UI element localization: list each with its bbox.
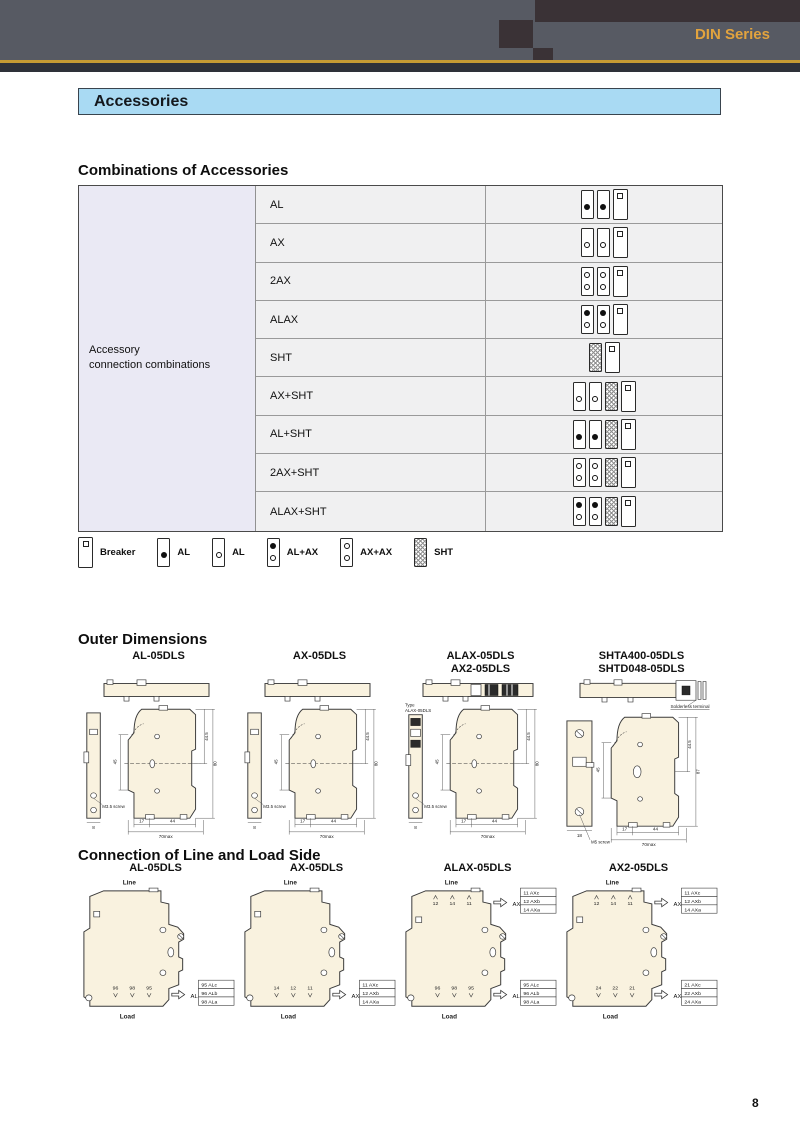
module-breaker-icon [78, 537, 93, 568]
type-note [404, 703, 430, 713]
connection-alax-05dls [397, 862, 558, 1036]
terminal-row: 12 AXb [361, 991, 379, 998]
combo-row-header-line2: connection combinations [89, 359, 211, 372]
connection-title: AL-05DLS [129, 862, 182, 874]
module-breaker-icon [621, 496, 636, 527]
product-title [447, 650, 515, 678]
legend-label: SHT [434, 547, 454, 558]
arrow-icon [171, 990, 184, 998]
combo-row-diagram [485, 454, 722, 492]
page-title-text: Accessories [94, 92, 189, 110]
terminal-number: 95 [467, 985, 474, 992]
bottom-total-dim: 70max [480, 834, 495, 840]
screw-label: M3.5 screw [262, 804, 286, 810]
bottom-dim-2: 44 [169, 818, 175, 824]
legend-label: AL [177, 547, 191, 558]
top-view-drawing [562, 678, 722, 710]
terminal-number: 14 [609, 900, 616, 907]
product-title-line2: SHTD048-05DLS [598, 663, 685, 675]
side-view [611, 714, 678, 827]
ax-contact-circle [600, 322, 606, 328]
header-accent-small [533, 48, 553, 60]
bottom-dim-1: 17 [138, 818, 144, 824]
terminal-number: 98 [450, 985, 457, 992]
ax-contact-circle [600, 284, 606, 290]
legend-item [157, 538, 190, 567]
al-contact-dot [576, 502, 582, 508]
module-al-icon [157, 538, 170, 567]
product-title-line1: AX-05DLS [292, 650, 347, 662]
module-sht-icon [589, 343, 602, 372]
legend-item [78, 537, 135, 568]
height-upper-dim: 44.5 [525, 732, 531, 741]
front-width-dim: 8 [413, 825, 417, 831]
height-left-dim: 45 [112, 759, 118, 765]
top-view-drawing [240, 678, 400, 702]
bottom-dim-1: 17 [621, 826, 627, 832]
dimension-drawing [243, 702, 397, 840]
height-upper-dim: 44.5 [364, 732, 370, 741]
outer-dim-ax-05dls [239, 650, 400, 848]
module-al-icon [589, 420, 602, 449]
header-accent-square [499, 20, 533, 48]
arrow-label: AX [351, 993, 359, 1000]
top-view-drawing [79, 678, 239, 702]
terminal-row: 98 ALa [522, 999, 539, 1006]
module-breaker-icon [613, 227, 628, 258]
height-total-dim: 80 [212, 761, 218, 767]
line-label: Line [283, 879, 297, 887]
dimension-drawing [565, 710, 719, 848]
breaker-window [625, 461, 631, 467]
connection-row [75, 862, 719, 1036]
al-contact-dot [161, 552, 167, 558]
combo-row-label: ALAX+SHT [256, 492, 485, 530]
terminal-row: 11 AXc [522, 890, 539, 897]
combo-row-diagram [485, 377, 722, 415]
ax-contact-circle [344, 555, 350, 561]
breaker-window [617, 308, 623, 314]
legend-label: Breaker [100, 547, 136, 558]
arrow-label: AL [190, 993, 198, 1000]
top-view [265, 680, 370, 701]
terminal-row: 24 AXa [683, 999, 701, 1006]
combo-row-diagram [485, 301, 722, 339]
connection-drawing [76, 876, 236, 1036]
connection-title: AX-05DLS [289, 862, 344, 874]
ax-contact-circle [576, 396, 582, 402]
terminal-number: 24 [595, 985, 601, 992]
terminal-row: 96 ALb [522, 991, 539, 998]
series-label: DIN Series [694, 26, 770, 43]
arrow-icon [654, 898, 667, 906]
combo-row-label: 2AX [256, 263, 485, 301]
ax-contact-circle [592, 463, 598, 469]
combo-row-label: ALAX [256, 301, 485, 339]
arrow-label: AX [673, 993, 681, 1000]
product-title-line1: ALAX-05DLS [446, 650, 515, 662]
arrow-icon [493, 990, 506, 998]
side-view [285, 706, 362, 819]
bottom-total-dim: 70max [641, 842, 656, 848]
module-axax-icon [597, 267, 610, 296]
combinations-table [78, 185, 723, 532]
combinations-heading: Combinations of Accessories [78, 162, 289, 179]
breaker-window [625, 385, 631, 391]
module-breaker-icon [613, 304, 628, 335]
load-label: Load [602, 1013, 618, 1021]
ax-contact-circle [216, 552, 222, 558]
front-view [83, 713, 125, 830]
al-contact-dot [592, 434, 598, 440]
connection-al-05dls [75, 862, 236, 1036]
product-title [293, 650, 346, 678]
arrow-icon [493, 898, 506, 906]
module-alax-icon [597, 305, 610, 334]
load-label: Load [119, 1013, 135, 1021]
connection-ax-05dls [236, 862, 397, 1036]
al-contact-dot [592, 502, 598, 508]
terminal-row: 14 AXa [522, 907, 540, 914]
al-contact-dot [600, 204, 606, 210]
terminal-number: 12 [432, 900, 438, 907]
terminal-number: 21 [628, 985, 635, 992]
al-contact-dot [270, 543, 276, 549]
terminal-number: 12 [593, 900, 599, 907]
line-terminal-annotation [654, 888, 716, 913]
screw-label: M3.5 screw [101, 804, 125, 810]
combo-row-diagram [485, 263, 722, 301]
module-breaker-icon [621, 419, 636, 450]
height-left-dim: 45 [273, 759, 279, 765]
ax-contact-circle [344, 543, 350, 549]
page-title [78, 88, 721, 115]
solderless-terminal-note: Solderless terminal [669, 704, 710, 710]
arrow-label: AX [512, 901, 520, 908]
combo-row-label: AX+SHT [256, 377, 485, 415]
bottom-dim-2: 44 [491, 818, 497, 824]
terminal-number: 96 [434, 985, 440, 992]
legend-item [212, 538, 245, 567]
legend [78, 537, 453, 568]
dimension-drawing [82, 702, 236, 840]
combo-row-label: AL [256, 186, 485, 224]
terminal-row: 98 ALa [200, 999, 217, 1006]
module-breaker-icon [605, 342, 620, 373]
terminal-row: 11 AXc [683, 890, 700, 897]
ax-contact-circle [576, 463, 582, 469]
outer-dimensions-row [78, 650, 722, 848]
al-contact-dot [584, 204, 590, 210]
module-axax-icon [589, 458, 602, 487]
arrow-icon [654, 990, 667, 998]
breaker-window [617, 193, 623, 199]
combo-row-label: AX [256, 224, 485, 262]
module-al-icon [597, 190, 610, 219]
connection-title: AX2-05DLS [608, 862, 669, 874]
connection-heading: Connection of Line and Load Side [78, 847, 321, 864]
terminal-row: 21 AXc [683, 982, 701, 989]
terminal-row: 14 AXa [361, 999, 379, 1006]
connection-title: ALAX-05DLS [443, 862, 512, 874]
load-label: Load [280, 1013, 296, 1021]
terminal-number: 95 [145, 985, 152, 992]
combo-row-label: AL+SHT [256, 416, 485, 454]
module-breaker-icon [621, 381, 636, 412]
height-left-dim: 45 [595, 767, 601, 773]
ax-contact-circle [270, 555, 276, 561]
combo-row-label: SHT [256, 339, 485, 377]
terminal-row: 95 ALc [200, 982, 217, 989]
connection-drawing [559, 876, 719, 1036]
al-contact-dot [584, 310, 590, 316]
product-title-line1: AL-05DLS [132, 650, 185, 662]
legend-label: AX+AX [360, 547, 393, 558]
terminal-row: 22 AXb [683, 991, 701, 998]
module-ax-icon [573, 382, 586, 411]
terminal-number: 12 [289, 985, 296, 992]
module-axax-icon [581, 267, 594, 296]
terminal-number: 14 [448, 900, 455, 907]
front-width-dim: 8 [91, 825, 95, 831]
bottom-dim-2: 44 [330, 818, 336, 824]
legend-label: AL [232, 547, 245, 558]
height-total-dim: 80 [373, 761, 379, 767]
module-sht-icon [605, 497, 618, 526]
bottom-dim-2: 44 [652, 826, 658, 832]
top-view [104, 680, 209, 701]
breaker-window [83, 541, 89, 547]
al-contact-dot [600, 310, 606, 316]
bottom-dim-1: 17 [460, 818, 466, 824]
ax-contact-circle [584, 322, 590, 328]
combo-row-diagram [485, 186, 722, 224]
module-ax-icon [212, 538, 225, 567]
height-total-dim: 80 [534, 761, 540, 767]
front-view [405, 715, 447, 830]
terminal-annotation [332, 980, 394, 1005]
terminal-number: 14 [273, 985, 279, 992]
arrow-label: AL [512, 993, 520, 1000]
breaker-window [625, 500, 631, 506]
module-breaker-icon [613, 189, 628, 220]
module-alax-icon [267, 538, 280, 567]
ax-contact-circle [584, 284, 590, 290]
line-terminal-annotation [493, 888, 555, 913]
breaker-window [625, 423, 631, 429]
type-note-line1: Type [404, 702, 415, 708]
terminal-number: 96 [112, 985, 118, 992]
module-al-icon [573, 420, 586, 449]
header-accent-block [535, 0, 800, 22]
terminal-number: 98 [128, 985, 135, 992]
module-sht-icon [605, 458, 618, 487]
top-view-drawing [401, 678, 561, 702]
terminal-number: 22 [611, 985, 618, 992]
module-al-icon [581, 190, 594, 219]
line-label: Line [605, 879, 619, 887]
combo-row-diagram [485, 416, 722, 454]
ax-contact-circle [584, 242, 590, 248]
arrow-icon [332, 990, 345, 998]
ax-contact-circle [584, 272, 590, 278]
ax-contact-circle [600, 242, 606, 248]
module-sht-icon [414, 538, 427, 567]
page-number: 8 [752, 1096, 759, 1110]
terminal-row: 95 ALc [522, 982, 539, 989]
product-title [132, 650, 185, 678]
product-title-line1: SHTA400-05DLS [598, 650, 685, 662]
legend-label: AL+AX [286, 547, 319, 558]
module-axax-icon [340, 538, 353, 567]
terminal-number: 11 [306, 985, 313, 992]
screw-label: M5 screw [590, 839, 610, 845]
combo-row-header-line1: Accessory [89, 344, 140, 357]
outer-dim-alax-ax2 [400, 650, 561, 848]
outer-dim-sht [561, 650, 722, 848]
terminal-row: 96 ALb [200, 991, 217, 998]
product-title-line2: AX2-05DLS [450, 663, 511, 675]
breaker-window [617, 231, 623, 237]
height-left-dim: 45 [434, 759, 440, 765]
module-alax-icon [573, 497, 586, 526]
outer-dim-al-05dls [78, 650, 239, 848]
ax-contact-circle [576, 475, 582, 481]
terminal-row: 12 AXb [683, 899, 701, 905]
bottom-dim-1: 17 [299, 818, 305, 824]
terminal-number: 11 [465, 900, 472, 907]
ax-contact-circle [592, 475, 598, 481]
legend-item [414, 538, 453, 567]
product-title [598, 650, 684, 678]
terminal-row: 11 AXc [361, 982, 378, 989]
height-upper-dim: 44.5 [203, 732, 209, 741]
screw-label: M3.5 screw [423, 804, 447, 810]
height-upper-dim: 44.5 [686, 740, 692, 749]
legend-item [340, 538, 392, 567]
module-axax-icon [573, 458, 586, 487]
front-width-dim: 8 [252, 825, 256, 831]
line-label: Line [122, 879, 136, 887]
terminal-row: 12 AXb [522, 899, 540, 905]
connection-ax2-05dls [558, 862, 719, 1036]
top-view [423, 680, 533, 701]
load-label: Load [441, 1013, 457, 1021]
terminal-annotation [493, 980, 555, 1005]
terminal-number: 11 [626, 900, 633, 907]
module-breaker-icon [613, 266, 628, 297]
module-alax-icon [581, 305, 594, 334]
combo-row-header [79, 186, 256, 531]
ax-contact-circle [576, 514, 582, 520]
ax-contact-circle [592, 396, 598, 402]
module-ax-icon [597, 228, 610, 257]
line-label: Line [444, 879, 458, 887]
outer-dimensions-heading: Outer Dimensions [78, 631, 208, 648]
terminal-annotation [171, 980, 233, 1005]
top-view [580, 680, 710, 709]
side-view [124, 706, 201, 819]
ax-contact-circle [592, 514, 598, 520]
combo-row-label: 2AX+SHT [256, 454, 485, 492]
arrow-label: AX [673, 901, 681, 908]
breaker-window [609, 346, 615, 352]
module-ax-icon [581, 228, 594, 257]
front-view [566, 721, 610, 845]
front-view [244, 713, 286, 830]
bottom-total-dim: 70max [158, 834, 173, 840]
dimension-drawing [404, 702, 558, 840]
legend-item [267, 538, 318, 567]
header-dark-rule [0, 63, 800, 72]
module-breaker-icon [621, 457, 636, 488]
terminal-annotation [654, 980, 716, 1005]
al-contact-dot [576, 434, 582, 440]
connection-drawing [398, 876, 558, 1036]
bottom-total-dim: 70max [319, 834, 334, 840]
terminal-row: 14 AXa [683, 907, 701, 914]
combo-row-diagram [485, 224, 722, 262]
module-alax-icon [589, 497, 602, 526]
type-note-line2: ALAX-05DLS [404, 708, 431, 713]
breaker-window [617, 270, 623, 276]
front-width-dim: 18 [576, 833, 582, 839]
combo-row-diagram [485, 339, 722, 377]
module-sht-icon [605, 420, 618, 449]
module-sht-icon [605, 382, 618, 411]
combo-row-diagram [485, 492, 722, 530]
connection-drawing [237, 876, 397, 1036]
height-total-dim: 87 [695, 769, 701, 775]
module-ax-icon [589, 382, 602, 411]
side-view [446, 706, 523, 819]
ax-contact-circle [600, 272, 606, 278]
